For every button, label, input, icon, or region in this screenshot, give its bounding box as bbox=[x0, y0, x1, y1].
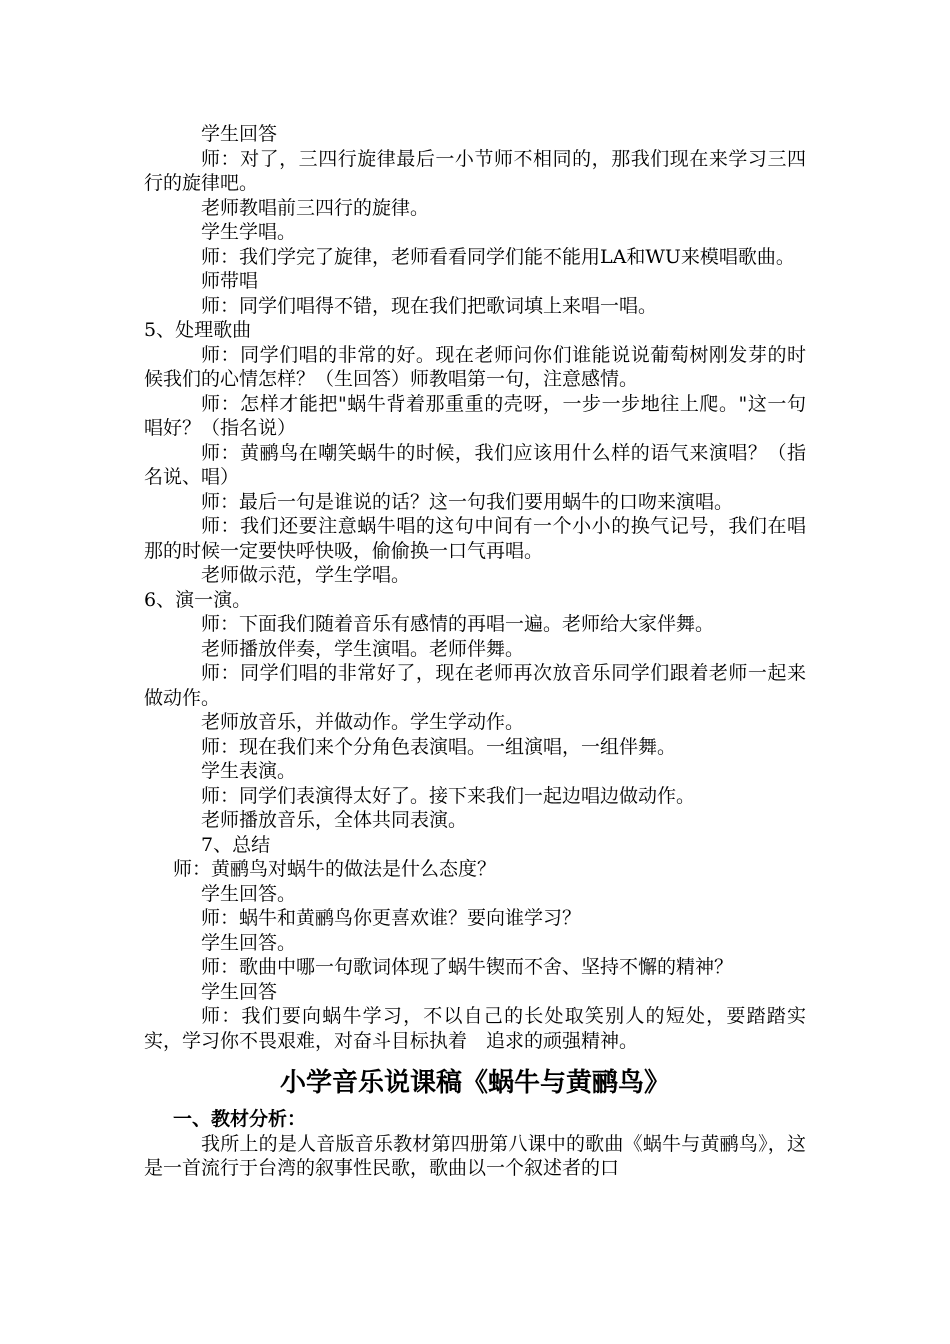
paragraph: 师：歌曲中哪一句歌词体现了蜗牛锲而不舍、坚持不懈的精神？ bbox=[201, 956, 734, 978]
document-body bbox=[144, 122, 806, 1181]
paragraph: 师：蜗牛和黄鹂鸟你更喜欢谁？要向谁学习？ bbox=[201, 907, 582, 929]
paragraph: 老师教唱前三四行的旋律。 bbox=[201, 196, 430, 219]
paragraph: 师：同学们表演得太好了。接下来我们一起边唱边做动作。 bbox=[201, 784, 696, 807]
paragraph: 老师播放伴奏，学生演唱。老师伴舞。 bbox=[201, 637, 525, 660]
paragraph: 7、总结 bbox=[201, 833, 271, 856]
paragraph: 老师放音乐，并做动作。学生学动作。 bbox=[201, 711, 525, 733]
paragraph: 学生回答。 bbox=[201, 882, 297, 905]
paragraph: 师：黄鹂鸟在嘲笑蜗牛的时候，我们应该用什么样的语气来演唱？（指名说、唱） bbox=[144, 441, 806, 488]
paragraph: 师：怎样才能把"蜗牛背着那重重的壳呀，一步一步地往上爬。"这一句唱好？（指名说） bbox=[144, 392, 806, 439]
paragraph: 师：同学们唱得不错，现在我们把歌词填上来唱一唱。 bbox=[201, 294, 658, 317]
paragraph: 5、处理歌曲 bbox=[144, 319, 252, 341]
paragraph: 师：最后一句是谁说的话？这一句我们要用蜗牛的口吻来演唱。 bbox=[201, 490, 734, 513]
paragraph: 老师做示范，学生学唱。 bbox=[201, 564, 411, 586]
paragraph: 师：同学们唱的非常好了，现在老师再次放音乐同学们跟着老师一起来做动作。 bbox=[144, 662, 806, 709]
paragraph: 学生表演。 bbox=[201, 760, 297, 782]
paragraph: 师：同学们唱的非常的好。现在老师问你们谁能说说葡萄树刚发芽的时候我们的心情怎样？（生回答）师教唱第一句，注意感情。 bbox=[144, 343, 806, 390]
paragraph: 师：我们还要注意蜗牛唱的这句中间有一个小小的换气记号，我们在唱那的时候一定要快呼快吸，偷偷换一口气再唱。 bbox=[144, 515, 806, 562]
paragraph: 学生回答。 bbox=[201, 931, 297, 954]
paragraph: 学生回答 bbox=[201, 123, 278, 145]
paragraph: 我所上的是人音版音乐教材第四册第八课中的歌曲《蜗牛与黄鹂鸟》，这是一首流行于台湾的叙事性民歌，歌曲以一个叙述者的口 bbox=[144, 1132, 806, 1179]
paragraph: 师：对了，三四行旋律最后一小节师不相同的，那我们现在来学习三四行的旋律吧。 bbox=[144, 147, 806, 194]
paragraph: 师：下面我们随着音乐有感情的再唱一遍。老师给大家伴舞。 bbox=[201, 613, 715, 635]
paragraph: 老师播放音乐，全体共同表演。 bbox=[201, 809, 468, 831]
paragraph: 师：黄鹂鸟对蜗牛的做法是什么态度？ bbox=[173, 858, 497, 880]
paragraph: 师：我们要向蜗牛学习，不以自己的长处取笑别人的短处，要踏踏实实，学习你不畏艰难，对奋斗目标执着 追求的顽强精神。 bbox=[144, 1005, 806, 1052]
paragraph: 师：我们学完了旋律，老师看看同学们能不能用LA和WU来模唱歌曲。 bbox=[201, 245, 795, 268]
section-heading: 一、教材分析： bbox=[173, 1108, 307, 1130]
paragraph: 师：现在我们来个分角色表演唱。一组演唱，一组伴舞。 bbox=[201, 735, 677, 758]
document-title: 小学音乐说课稿《蜗牛与黄鹂鸟》 bbox=[279, 1068, 670, 1098]
paragraph: 学生学唱。 bbox=[201, 221, 297, 243]
paragraph: 师带唱 bbox=[201, 270, 259, 292]
paragraph: 学生回答 bbox=[201, 980, 278, 1003]
paragraph: 6、演一演。 bbox=[144, 588, 252, 611]
